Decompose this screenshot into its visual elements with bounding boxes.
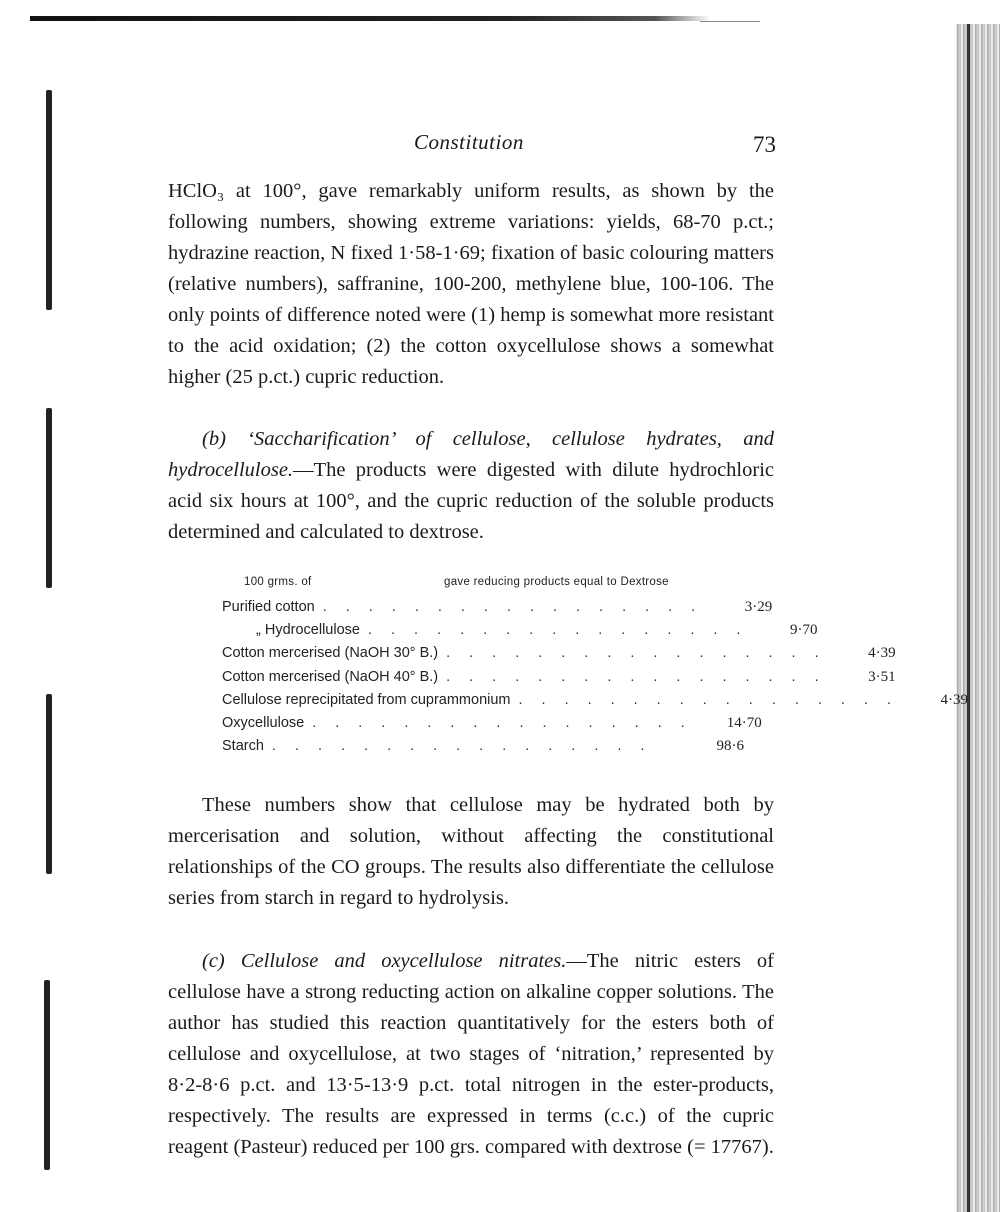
binding-shadow-2 [46, 408, 52, 588]
row-value: 4·39 [868, 645, 896, 662]
table-header [222, 574, 744, 596]
section-marker-c: (c) [202, 950, 225, 972]
section-marker-b: (b) [202, 428, 226, 450]
row-value: 4·39 [940, 691, 969, 708]
row-value: 3·51 [868, 668, 896, 685]
paragraph-saccharification-body: —The products were digested with dilute hydrochloric acid six hours at 100°, and the cupric reduction of the soluble products determined and calculated to dextrose. [168, 459, 774, 543]
section-heading-nitrates: Cellulose and oxycellulose nitrates. [240, 950, 567, 972]
page-edge-line [967, 24, 970, 1212]
table-row [222, 619, 818, 642]
row-label: Cotton mercerised (NaOH 40° B.) [222, 668, 439, 685]
row-leader-dots: ................. [446, 668, 838, 685]
top-edge-rule-fade [700, 21, 760, 22]
row-leader-dots: ................. [271, 738, 664, 755]
table-row [222, 666, 896, 689]
running-title: Constitution [414, 130, 524, 154]
row-label: „ Hydrocellulose [256, 622, 360, 639]
table-row [222, 642, 896, 665]
table-row [222, 596, 773, 619]
table-header-left: 100 grms. of [244, 576, 312, 588]
page-number: 73 [753, 132, 776, 157]
top-edge-rule [30, 16, 710, 21]
binding-shadow-4 [44, 980, 50, 1170]
binding-shadow-3 [46, 694, 52, 874]
section-heading-saccharification: ‘Saccharification’ of cellulose, cellulose hydrates, and hydrocellulose. [168, 428, 774, 481]
page-edge-stack [956, 24, 1000, 1212]
row-leader-dots: ................. [367, 622, 760, 639]
table-row [222, 735, 744, 758]
paragraph-hydration-discussion: These numbers show that cellulose may be hydrated both by mercerisation and solution, without affecting the constitutional relationships of the CO groups. The results also differentiate the cellulose series from starch in regard to hydrolysis. [168, 794, 774, 909]
row-value: 14·70 [726, 714, 762, 731]
table-row [222, 712, 762, 735]
row-value: 98·6 [716, 738, 744, 755]
row-value: 9·70 [789, 622, 818, 639]
table-row [222, 689, 969, 712]
table-header-right: gave reducing products equal to Dextrose [444, 576, 669, 588]
row-leader-dots: ................. [312, 714, 704, 731]
running-head [166, 126, 776, 162]
binding-shadow-1 [46, 90, 52, 310]
row-label: Cotton mercerised (NaOH 30° B.) [222, 645, 439, 662]
row-label: Oxycellulose [222, 714, 305, 731]
row-value: 3·29 [744, 599, 773, 615]
paragraph-saccharification [168, 424, 774, 548]
paragraph-nitrates-body: —The nitric esters of cellulose have a strong reducting action on alkaline copper solutions. The author has studied this reaction quantitatively for the esters both of cellulose and oxycellulose, at two stages of ‘nitration,’ represented by 8·2-8·6 p.ct. and 13·5-13·9 p.ct. total nitrogen in the ester-products, respectively. The results are expressed in terms (c.c.) of the cupric reagent (Pasteur) reduced per 100 grs. compared with dextrose (= 17767). [168, 950, 775, 1158]
row-label: Purified cotton [222, 599, 315, 615]
row-label: Starch [222, 738, 264, 755]
row-leader-dots: ................. [322, 599, 715, 615]
paragraph-hclo3-results: HClO₃ at 100°, gave remarkably uniform results, as shown by the following numbers, showing extreme variations: yields, 68-70 p.ct.; hydrazine reaction, N fixed 1·58-1·69; fixation of basic colouring matters (relative numbers), saffranine, 100-200, methylene blue, 100-106. The only points of difference noted were (1) hemp is somewhat more resistant to the acid oxidation; (2) the cotton oxycellulose shows a somewhat higher (25 p.ct.) cupric reduction. [168, 180, 774, 388]
dextrose-table [222, 574, 969, 758]
row-leader-dots: ................. [446, 645, 838, 662]
row-label: Cellulose reprecipitated from cuprammonium [222, 691, 511, 708]
paragraph-nitrates [168, 946, 774, 1163]
row-leader-dots: ................. [518, 691, 911, 708]
